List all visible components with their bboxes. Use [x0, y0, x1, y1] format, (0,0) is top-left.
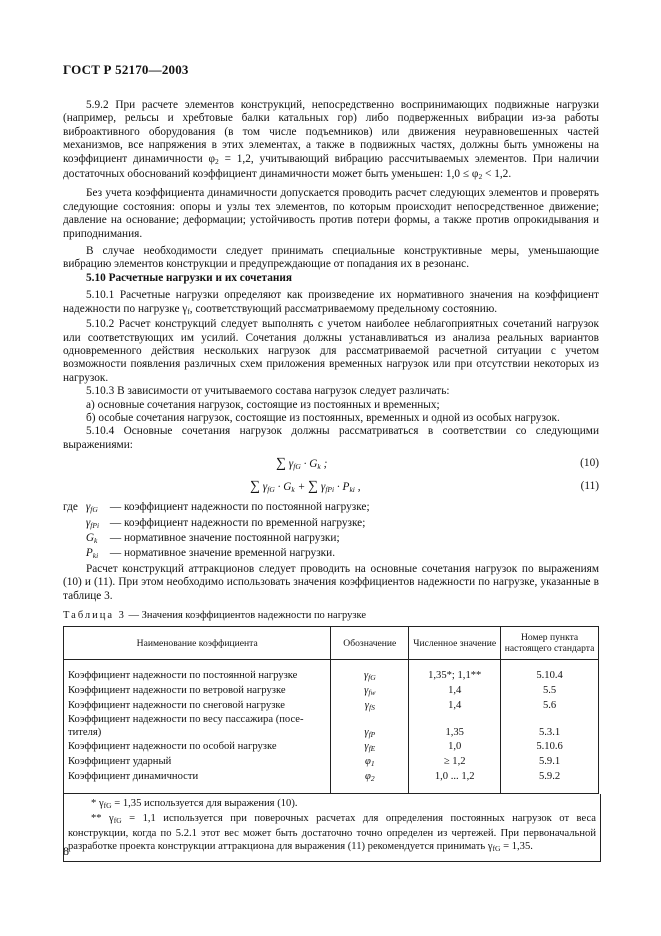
cell-clause: 5.5 [501, 685, 599, 700]
legend-text: — коэффициент надежности по постоянной нагрузке; [109, 501, 370, 514]
legend-row [63, 547, 599, 562]
legend-text: — нормативное значение постоянной нагрузки; [109, 531, 340, 544]
header-symbol: Обозначение [331, 627, 409, 660]
table-row [64, 700, 599, 715]
cell-symbol: $\varphi_2$ [331, 771, 409, 794]
paragraph-5-9-2: 5.9.2 При расчете элементов конструкций, непосредственно воспринимающих подвижные нагрузки (например, рельсы и хребтовые балки катальных гор) либо подверженных вибрации из-за работы виброактивного оборудования (в том числе подъемников) или движения неуравновешенных частей механизмов, все напряжения в этих элементах, а также в подвижных частях, должны быть умножены на коэффициент динамичности $\varphi_2 = 1,2$, учитывающий вибрацию рассчитываемых элементов. При наличии достаточных обоснований коэффициент динамичности может быть уменьшен: $1,0 \le \varphi_2 < 1,2$. [63, 99, 600, 182]
cell-value: 1,35 [409, 727, 501, 742]
header-value: Численное значение [409, 627, 501, 660]
formula-10-expression: ∑ $\gamma_{fG} \cdot G_k$ ; [276, 456, 328, 472]
cell-clause: 5.10.6 [501, 741, 599, 756]
cell-name: Коэффициент надежности по постоянной нагрузке [64, 660, 331, 685]
table-header-row [64, 627, 599, 660]
formula-legend [63, 501, 599, 563]
legend-row [63, 532, 599, 547]
cell-value: 1,35*; 1,1** [409, 660, 501, 685]
paragraph-5-10-4: 5.10.4 Основные сочетания нагрузок должны рассматриваться в соответствии со следующими выражениями: [63, 425, 599, 451]
cell-symbol: $\gamma_{fw}$ [331, 685, 409, 700]
coefficients-table [63, 626, 599, 794]
cell-clause: 5.9.2 [501, 771, 599, 794]
header-name: Наименование коэффициента [64, 627, 331, 660]
cell-name: тителя) [64, 727, 331, 742]
cell-clause: 5.6 [501, 700, 599, 715]
table-caption: Таблица 3 — Значения коэффициентов надежности по нагрузке [63, 610, 367, 621]
page-header: ГОСТ Р 52170—2003 [63, 62, 189, 77]
paragraph-calculation: Расчет конструкций аттракционов следует проводить на основные сочетания нагрузок по выражениям (10) и (11). При этом необходимо использовать значения коэффициентов надежности по нагрузке, указанные в таблице 3. [63, 562, 599, 602]
formula-10-number: (10) [580, 457, 599, 470]
cell-name: Коэффициент надежности по снеговой нагрузке [64, 700, 331, 715]
paragraph-5-10-1: 5.10.1 Расчетные нагрузки определяют как произведение их нормативного значения на коэффициент надежности по нагрузке $\gamma_f$, соответствующий рассматриваемому предельному состоянию. [63, 289, 599, 316]
section-heading-5-10: 5.10 Расчетные нагрузки и их сочетания [86, 271, 293, 284]
legend-symbol: $G_k$ [85, 531, 98, 545]
cell-symbol: $\gamma_{fG}$ [331, 660, 409, 685]
list-item-b: б) особые сочетания нагрузок, состоящие из постоянных, временных и одной из особых нагрузок. [86, 411, 560, 424]
cell-clause: 5.10.4 [501, 660, 599, 685]
table-row [64, 756, 599, 771]
legend-text: — нормативное значение временной нагрузки. [109, 547, 336, 560]
paragraph-5-10-2: 5.10.2 Расчет конструкций следует выполнять с учетом наиболее неблагоприятных сочетаний нагрузок или соответствующих им усилий. Сочетания должны устанавливаться из анализа реальных вариантов одновременного действия нескольких нагрузок для рассматриваемой расчетной ситуации с учетом возможности появления различных схем приложения временных нагрузок или при отсутствии некоторых из нагрузок. [63, 318, 599, 384]
cell-name: Коэффициент ударный [64, 756, 331, 771]
footnote-1: * $\gamma_{fG} = 1,35$ используется для выражения (10). [91, 798, 298, 811]
paragraph-special-measures: В случае необходимости следует принимать специальные конструктивные меры, уменьшающие вибрацию элементов конструкции и предупреждающие от попадания их в резонанс. [63, 245, 599, 271]
cell-value: 1,0 ... 1,2 [409, 771, 501, 794]
formula-11-number: (11) [580, 480, 599, 493]
legend-text: — коэффициент надежности по временной нагрузке; [109, 516, 366, 529]
formula-11 [63, 478, 599, 498]
cell-name: Коэффициент динамичности [64, 771, 331, 794]
legend-symbol: $P_{ki}$ [85, 547, 99, 561]
table-row [64, 714, 599, 727]
cell-symbol: $\gamma_{fS}$ [331, 700, 409, 715]
header-clause: Номер пункта настоящего стандарта [501, 627, 599, 660]
cell-clause [501, 714, 599, 727]
cell-name: Коэффициент надежности по ветровой нагрузке [64, 685, 331, 700]
document-body [63, 99, 599, 862]
legend-where: где [63, 501, 78, 514]
footnote-2: ** $\gamma_{fG} = 1,1$ используется при поверочных расчетах для определения постоянных нагрузок от веса конструкции, когда по 5.2.1 этот вес может быть достаточно точно определен из чертежей. При первоначальной разработке проекта конструкции аттракциона для выражения (11) рекомендуется принимать $\gamma_{fG} = 1,35$. [68, 812, 596, 853]
cell-symbol [331, 714, 409, 727]
page-number: 8 [63, 844, 69, 858]
table-row [64, 727, 599, 742]
table-row [64, 771, 599, 794]
cell-name: Коэффициент надежности по весу пассажира (посе- [64, 714, 331, 727]
paragraph-5-10-3: 5.10.3 В зависимости от учитываемого состава нагрузок следует различать: [86, 385, 450, 398]
formula-10 [63, 455, 599, 475]
cell-symbol: $\gamma_{fP}$ [331, 727, 409, 742]
cell-symbol: $\varphi_1$ [331, 756, 409, 771]
legend-row [63, 501, 599, 516]
cell-value: 1,0 [409, 741, 501, 756]
legend-symbol: $\gamma_{fPi}$ [85, 516, 100, 530]
table-row [64, 660, 599, 685]
cell-value: 1,4 [409, 685, 501, 700]
cell-name: Коэффициент надежности по особой нагрузке [64, 741, 331, 756]
cell-value: ≥ 1,2 [409, 756, 501, 771]
legend-symbol: $\gamma_{fG}$ [85, 501, 98, 515]
list-item-a: а) основные сочетания нагрузок, состоящие из постоянных и временных; [86, 398, 440, 411]
cell-symbol: $\gamma_{fE}$ [331, 741, 409, 756]
cell-clause: 5.3.1 [501, 727, 599, 742]
cell-clause: 5.9.1 [501, 756, 599, 771]
table-row [64, 685, 599, 700]
paragraph-without-dynamic: Без учета коэффициента динамичности допускается проводить расчет следующих элементов и проверять следующие состояния: опоры и узлы тех элементов, по которым происходит непосредственное движение; давление на основание; деформации; устойчивость против потери формы, а также против опрокидывания и приподнимания. [63, 187, 599, 240]
cell-value: 1,4 [409, 700, 501, 715]
legend-row [63, 517, 599, 532]
table-row [64, 741, 599, 756]
cell-value [409, 714, 501, 727]
formula-11-expression: ∑ $\gamma_{fG} \cdot G_k$ + ∑ $\gamma_{fPi} \cdot P_{ki}$ , [250, 479, 361, 495]
table-footnotes [63, 794, 601, 862]
